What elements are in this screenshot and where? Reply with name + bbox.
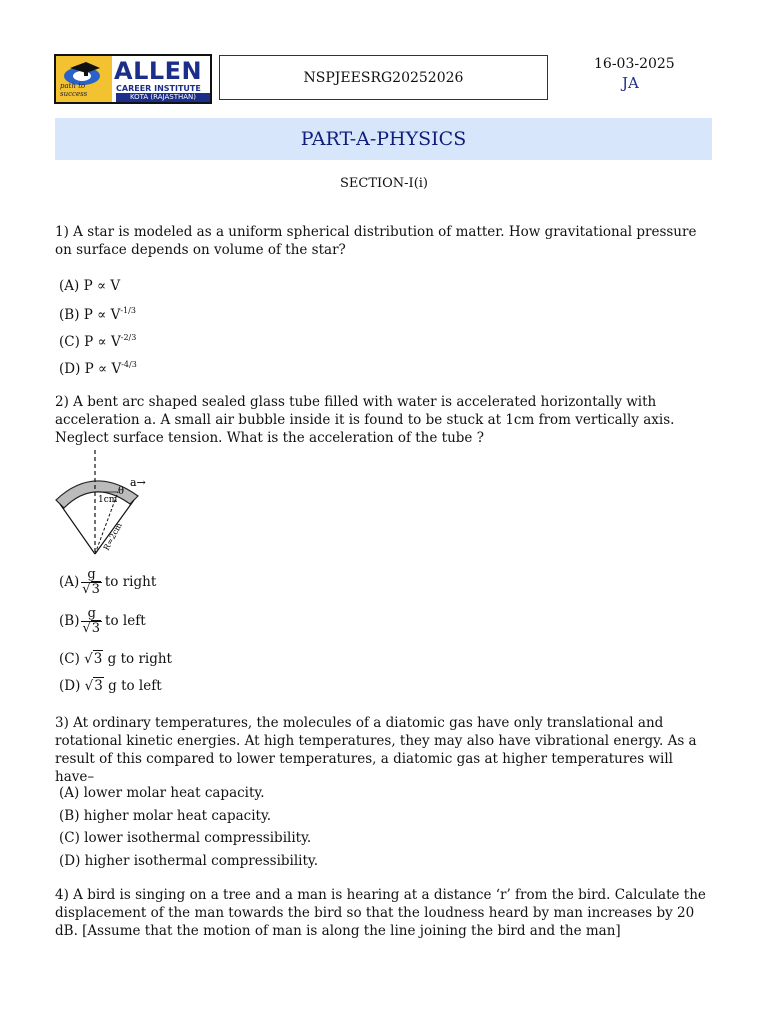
question-2-text: 2) A bent arc shaped sealed glass tube filled with water is accelerated horizontally with acceleration a. A small air bubble inside it is found to be stuck at 1cm from vertically axis. Neglect surface tension. What is the acceleration of the tube ? — [55, 394, 675, 446]
offset-label: 1cm — [98, 495, 118, 505]
question-4-text: 4) A bird is singing on a tree and a man is hearing at a distance ‘r’ from the bird. Calculate the displacement of the man towards the bird so that the loudness heard by man increases by 20 dB. [Assume that the motion of man is along the line joining the bird and the man] — [55, 887, 706, 939]
exponent: -1/3 — [120, 306, 136, 315]
q2-option-c[interactable]: (C) √3 g to right — [59, 651, 172, 667]
q3-option-c[interactable]: (C) lower isothermal compressibility. — [59, 830, 312, 846]
bent-tube-diagram — [52, 448, 162, 562]
exponent: -2/3 — [120, 333, 137, 342]
paper-id-box — [219, 55, 548, 100]
logo-subtitle: CAREER INSTITUTE — [116, 84, 201, 93]
paper-id: NSPJEESRG20252026 — [303, 69, 464, 86]
q1-option-d[interactable]: (D) $P \propto V^{-4/3}$ — [59, 360, 137, 377]
q1-option-c[interactable]: (C) $P \propto V^{-2/3}$ — [59, 333, 137, 350]
q1-option-b[interactable]: (B) $P \propto V^{-1/3}$ — [59, 306, 136, 323]
radicand: 3 — [94, 678, 103, 694]
fraction: $\frac{g}{√3}$ — [82, 567, 100, 597]
q2-option-b[interactable]: (B) $\frac{g}{√3}$ to left — [59, 606, 146, 636]
part-banner — [55, 118, 712, 160]
q1-option-a[interactable]: (A) P ∝ V — [59, 278, 121, 294]
exam-date: 16-03-2025 — [594, 56, 675, 72]
q2-option-d[interactable]: (D) √3 g to left — [59, 678, 162, 694]
logo-location: KOTA (RAJASTHAN) — [116, 93, 210, 102]
q3-option-a[interactable]: (A) lower molar heat capacity. — [59, 785, 265, 801]
logo-emblem — [56, 56, 112, 102]
q3-option-b[interactable]: (B) higher molar heat capacity. — [59, 808, 272, 824]
radius-label: R=2cm — [101, 521, 124, 552]
q3-option-d[interactable]: (D) higher isothermal compressibility. — [59, 853, 319, 869]
question-1-text: 1) A star is modeled as a uniform spherical distribution of matter. How gravitational pressure on surface depends on volume of the star? — [55, 224, 697, 258]
q2-option-a[interactable]: (A) $\frac{g}{√3}$ to right — [59, 567, 157, 597]
section-title: SECTION-I(i) — [339, 176, 428, 191]
question-3-text: 3) At ordinary temperatures, the molecules of a diatomic gas have only translational and rotational kinetic energies. At high temperatures, they may also have vibrational energy. As a result of this compared to lower temperatures, a diatomic gas at higher temperatures will have– — [55, 715, 697, 785]
radicand: 3 — [93, 651, 103, 667]
paper-code: JA — [622, 74, 639, 92]
angle-label: θ — [118, 486, 125, 497]
fraction: $\frac{g}{√3}$ — [82, 606, 101, 636]
part-title: PART-A-PHYSICS — [300, 128, 467, 150]
exponent: -4/3 — [121, 360, 137, 369]
logo-brand: ALLEN — [114, 57, 203, 85]
allen-logo — [54, 54, 212, 104]
logo-tagline: path to success — [60, 82, 88, 98]
acceleration-label: a→ — [130, 476, 146, 489]
